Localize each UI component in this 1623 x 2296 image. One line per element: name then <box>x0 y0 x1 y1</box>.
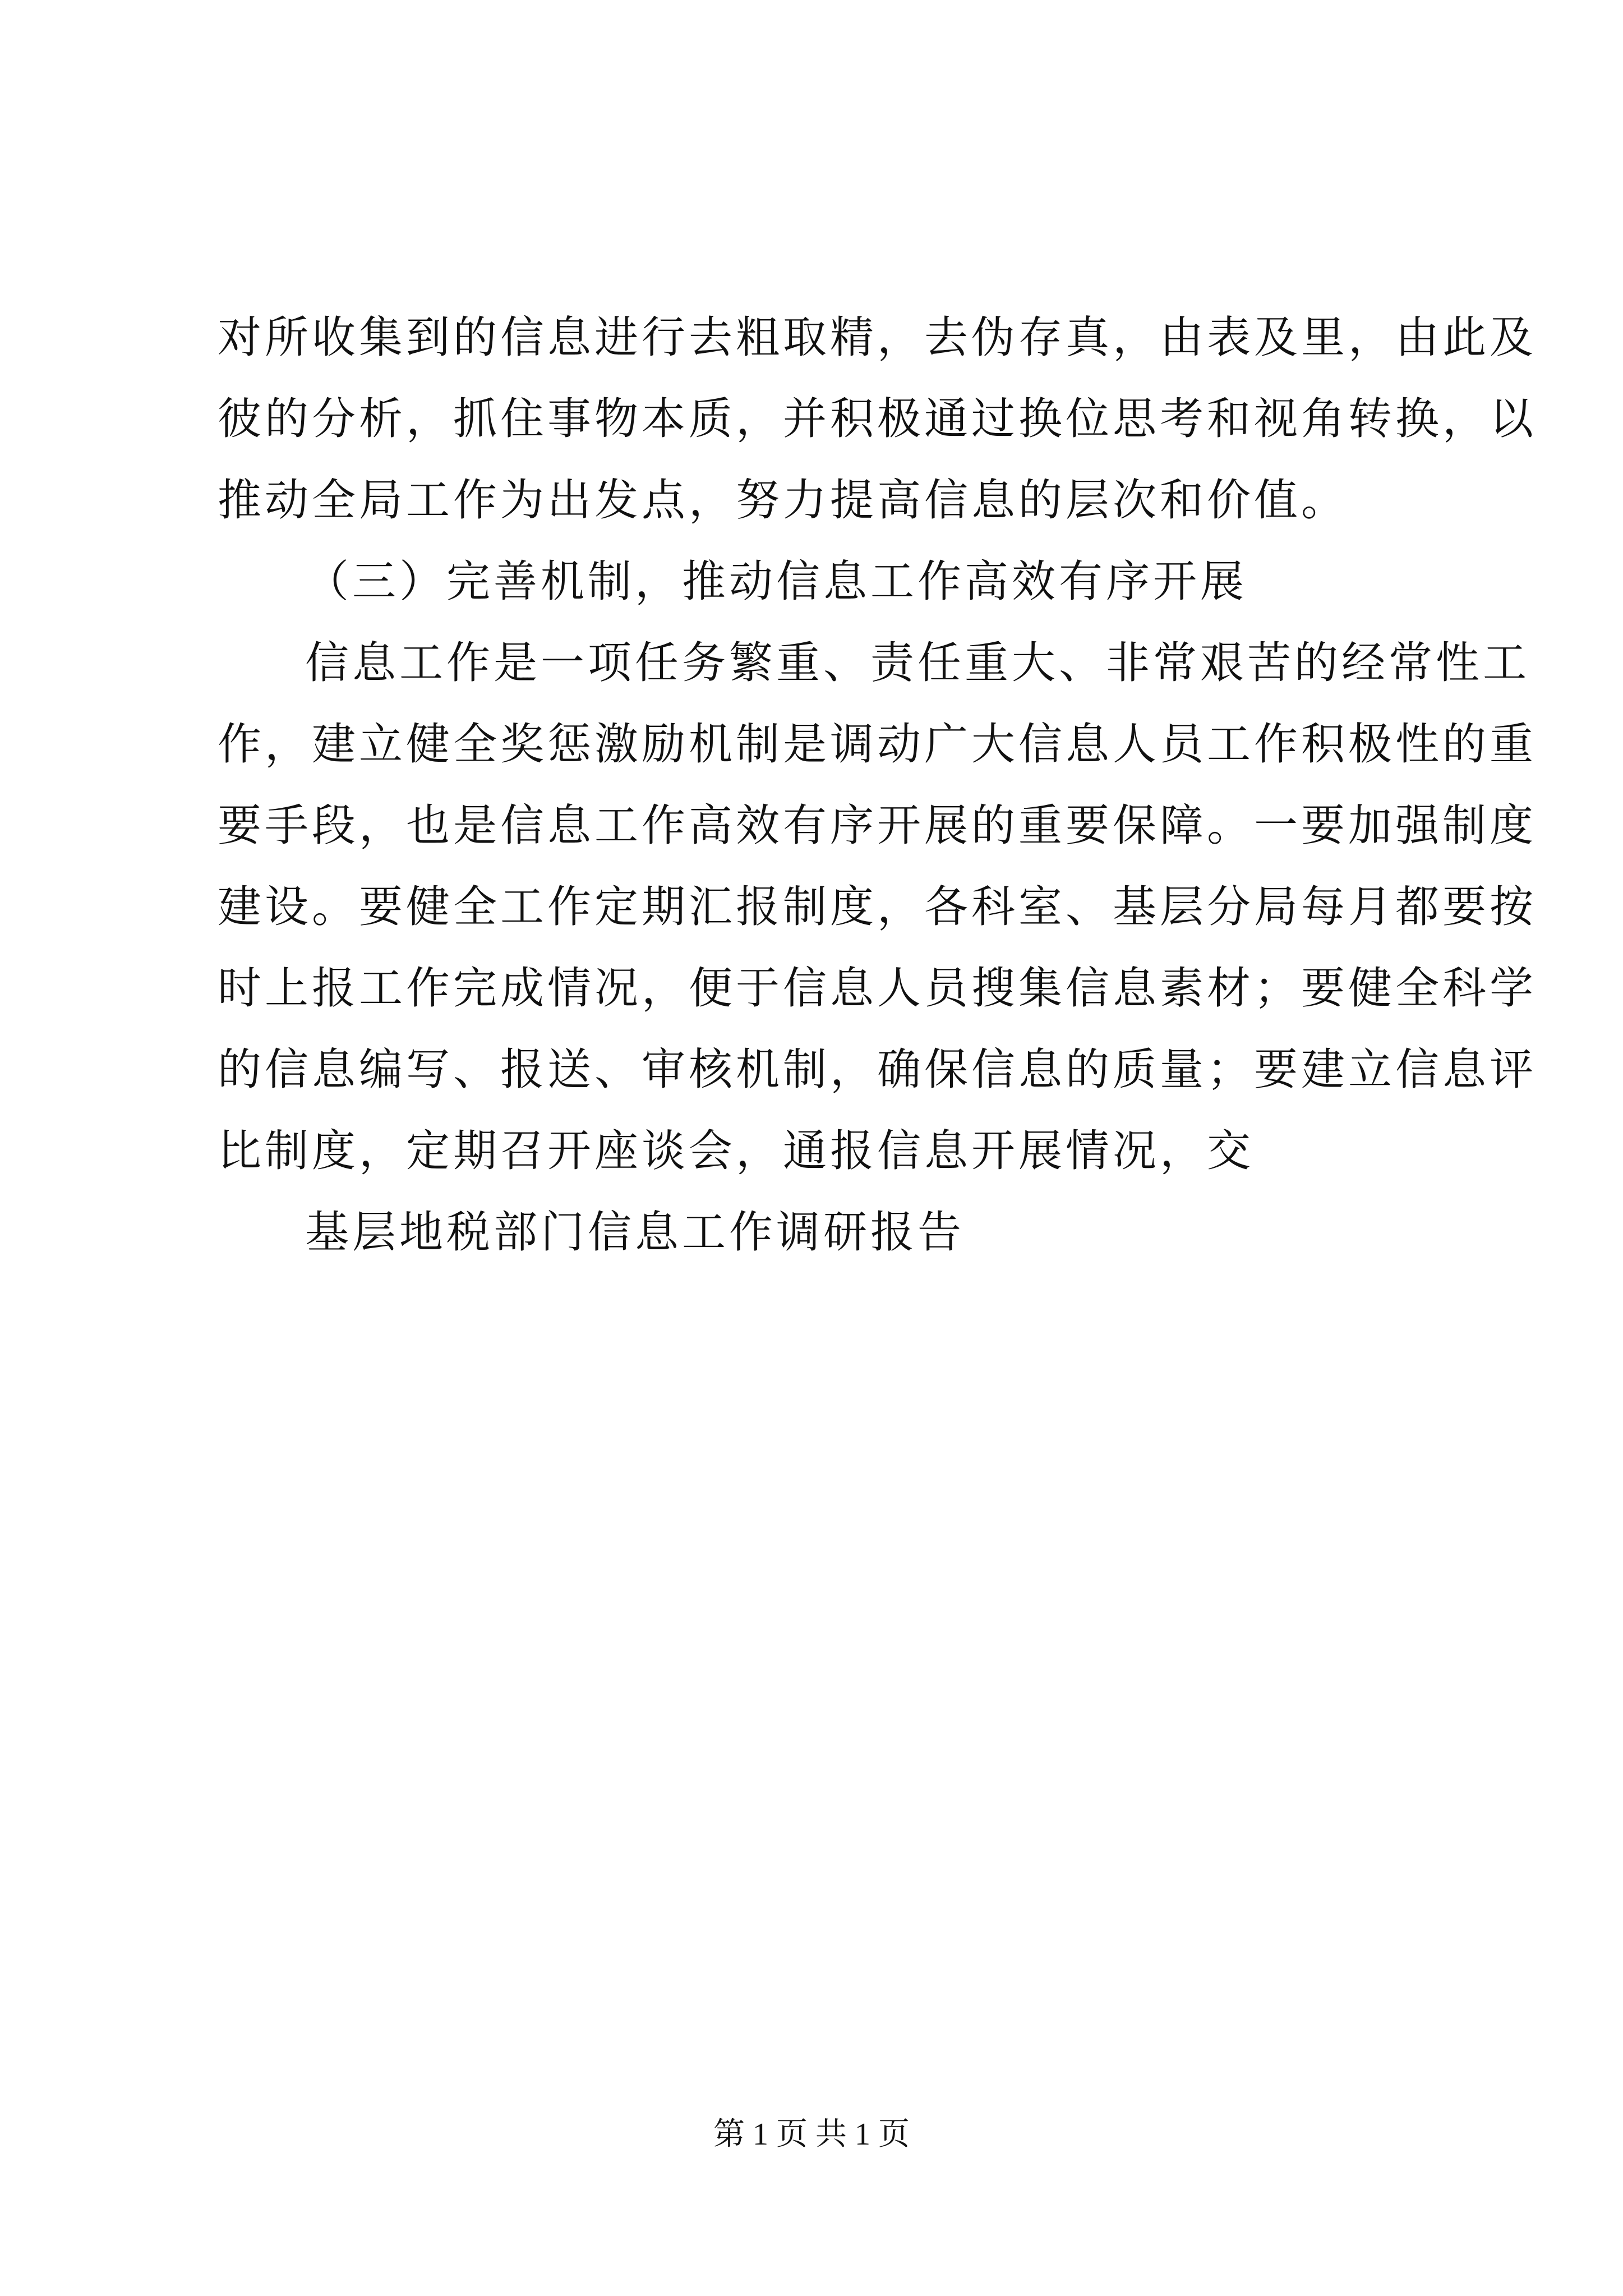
paragraph-line: 比制度，定期召开座谈会，通报信息开展情况，交 <box>218 1126 1255 1176</box>
paragraph-2 <box>218 623 1537 1192</box>
paragraph-line: 作，建立健全奖惩激励机制是调动广大信息人员工作积极性的重 <box>218 719 1537 770</box>
paragraph-line: 推动全局工作为出发点，努力提高信息的层次和价值。 <box>218 475 1349 526</box>
paragraph-line: 彼的分析，抓住事物本质，并积极通过换位思考和视角转换，以 <box>218 394 1537 444</box>
paragraph-line: 时上报工作完成情况，便于信息人员搜集信息素材；要健全科学 <box>218 963 1537 1014</box>
paragraph-1 <box>218 297 1537 541</box>
paragraph-line: 信息工作是一项任务繁重、责任重大、非常艰苦的经常性工 <box>305 638 1530 688</box>
paragraph-line: 的信息编写、报送、审核机制，确保信息的质量；要建立信息评 <box>218 1045 1537 1095</box>
section-heading: （三）完善机制，推动信息工作高效有序开展 <box>305 556 1248 607</box>
document-title-closing: 基层地税部门信息工作调研报告 <box>305 1207 965 1258</box>
paragraph-line: 对所收集到的信息进行去粗取精，去伪存真，由表及里，由此及 <box>218 312 1537 363</box>
document-body <box>218 297 1537 1273</box>
paragraph-line: 要手段，也是信息工作高效有序开展的重要保障。一要加强制度 <box>218 800 1537 851</box>
paragraph-line: 建设。要健全工作定期汇报制度，各科室、基层分局每月都要按 <box>218 882 1537 932</box>
page-number-footer: 第 1 页 共 1 页 <box>713 2117 910 2152</box>
